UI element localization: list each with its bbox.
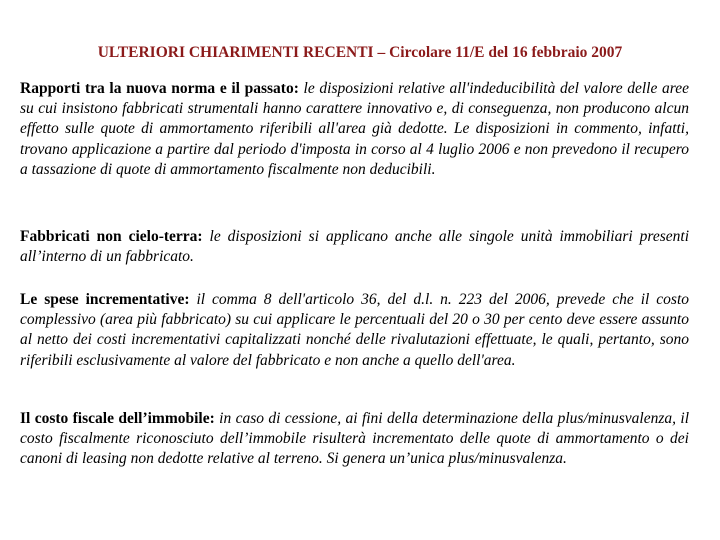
paragraph-fabbricati (20, 227, 689, 267)
paragraph-body: le disposizioni si applicano anche alle singole unità immobiliari presenti all’interno di un fabbricato. (20, 228, 690, 266)
paragraph-spese (20, 290, 689, 371)
paragraph-body: in caso di cessione, ai fini della determinazione della plus/minusvalenza, il costo fiscalmente riconosciuto dell’immobile risulterà incrementato delle quote di ammortamento o dei canoni di leasing non dedotte relative al terreno. Si genera un’unica plus/minusvalenza. (20, 410, 690, 468)
paragraph-costo-fiscale (20, 409, 689, 470)
page-title: ULTERIORI CHIARIMENTI RECENTI – Circolare 11/E del 16 febbraio 2007 (97, 44, 623, 61)
paragraph-rapporti (20, 79, 689, 180)
paragraph-body: le disposizioni relative all'indeducibilità del valore delle aree su cui insistono fabbricati strumentali hanno carattere innovativo e, di conseguenza, non producono alcun effetto sulle quote di ammortamento riferibili all'area già dedotte. Le disposizioni in commento, infatti, trovano applicazione a partire dal periodo d'imposta in corso al 4 luglio 2006 e non prevedono il recupero a tassazione di quote di ammortamento fiscalmente non deducibili. (20, 80, 689, 178)
paragraph-lead: Il costo fiscale dell’immobile: (20, 410, 215, 427)
paragraph-body: il comma 8 dell'articolo 36, del d.l. n. 223 del 2006, prevede che il costo complessivo (area più fabbricato) su cui applicare le percentuali del 20 o 30 per cento deve essere assunto al netto dei costi incrementativi capitalizzati nonché delle rivalutazioni effettuate, le quali, pertanto, sono riferibili esclusivamente al valore del fabbricato e non anche a quello dell'area. (20, 291, 690, 369)
paragraph-lead: Fabbricati non cielo-terra: (20, 228, 203, 245)
paragraph-lead: Rapporti tra la nuova norma e il passato: (20, 80, 299, 97)
paragraph-lead: Le spese incrementative: (20, 291, 190, 308)
